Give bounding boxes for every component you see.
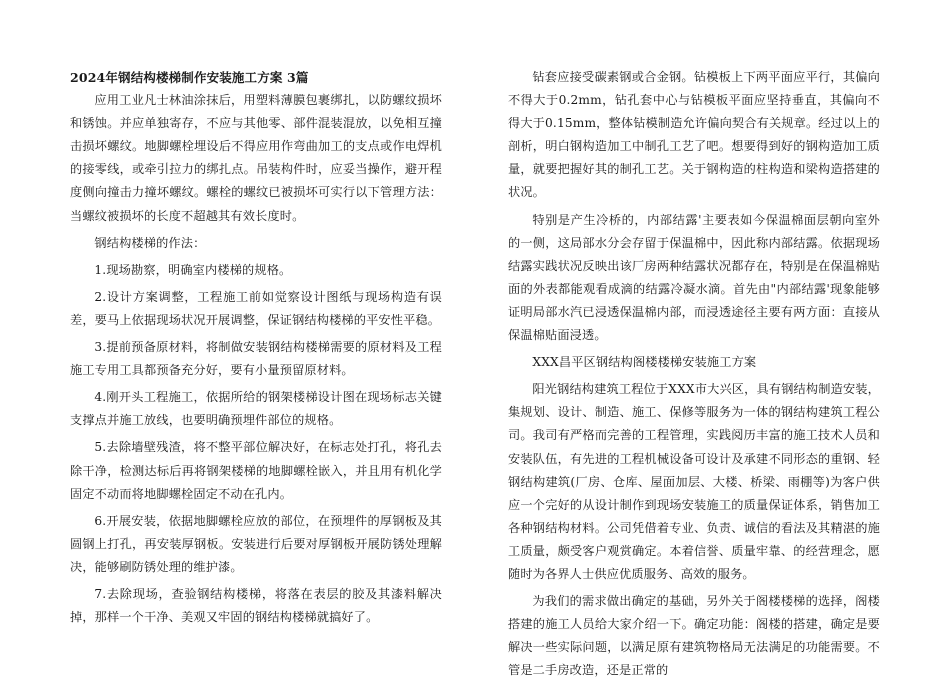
left-column (70, 66, 442, 633)
paragraph: 应用工业凡士林油涂抹后，用塑料薄膜包裹绑扎，以防螺纹损坏和锈蚀。并应单独寄存，不应与其他零、部件混装混放，以免相互撞击损坏螺纹。地脚螺栓埋设后不得应用作弯曲加工的支点或作电焊机的接零线，或牵引拉力的绑扎点。吊装构件时，应妥当操作，避开程度侧向撞击力撞坏螺纹。螺栓的螺纹已被损坏可实行以下管理方法：当螺纹被损坏的长度不超越其有效长度时。 (70, 93, 442, 223)
paragraph: 钻套应接受碳素钢或合金钢。钻模板上下两平面应平行，其偏向不得大于0.2mm，钻孔套中心与钻模板平面应坚持垂直，其偏向不得大于0.15mm，整体钻模制造允许偏向契合有关规章。经过以上的剖析，明白钢构造加工中制孔工艺了吧。想要得到好的钢构造加工质量，就要把握好其的制孔工艺。关于钢构造的柱构造和梁构造搭建的状况。 (508, 70, 880, 200)
section-heading: XXX昌平区钢结构阁楼楼梯安装施工方案 (532, 355, 757, 370)
paragraph: 3.提前预备原材料，将制做安装钢结构楼梯需要的原材料及工程施工专用工具都预备充分好，要有小量预留原材料。 (70, 340, 442, 378)
paragraph: 6.开展安装，依据地脚螺栓应放的部位，在预埋件的厚钢板及其圆钢上打孔，再安装厚钢板。安装进行后要对厚钢板开展防锈处理解决，能够刷防锈处理的维护漆。 (70, 513, 442, 574)
paragraph: 4.刚开头工程施工，依据所给的钢架楼梯设计图在现场标志关键支撑点并施工放线，也要明确预埋件部位的规格。 (70, 390, 442, 428)
paragraph: 特别是产生冷桥的，内部结露'主要表如今保温棉面层朝向室外的一侧，这局部水分会存留于保温棉中，因此称内部结露。依据现场结露实践状况反映出该厂房两种结露状况都存在，特别是在保温棉贴面的外表都能观看成滴的结露冷凝水滴。首先由"内部结露'现象能够证明局部水汽已浸透保温棉内部，而浸透途径主要有两方面：直接从保温棉贴面浸透。 (508, 212, 880, 343)
paragraph: 7.去除现场，查验钢结构楼梯，将落在表层的胶及其漆料解决掉，那样一个干净、美观又牢固的钢结构楼梯就搞好了。 (70, 586, 442, 625)
right-column (508, 66, 880, 686)
paragraph: 1.现场勘察，明确室内楼梯的规格。 (94, 262, 292, 277)
paragraph: 阳光钢结构建筑工程位于XXX市大兴区，具有钢结构制造安装，集规划、设计、制造、施工、保修等服务为一体的钢结构建筑工程公司。我司有严格而完善的工程管理，实践阅历丰富的施工技术人员和安装队伍，有先进的工程机械设备可设计及承建不同形态的重钢、轻钢结构建筑(厂房、仓库、屋面加层、大楼、桥梁、雨棚等)为客户供应一个完好的从设计制作到现场安装施工的质量保证体系，销售加工各种钢结构材料。公司凭借着专业、负责、诚信的看法及其精湛的施工质量，颇受客户观赏确定。本着信誉、质量牢靠、的经营理念，愿随时为各界人士供应优质服务、高效的服务。 (508, 382, 880, 581)
paragraph: 为我们的需求做出确定的基础，另外关于阁楼楼梯的选择，阁楼搭建的施工人员给大家介绍一下。确定功能：阁楼的搭建，确定是要解决一些实际问题，以满足原有建筑物格局无法满足的功能需要。不管是二手房改造，还是正常的 (508, 594, 880, 678)
paragraph: 钢结构楼梯的作法： (94, 235, 206, 250)
document-title: 2024年钢结构楼梯制作安装施工方案 3篇 (70, 70, 309, 85)
paragraph: 2.设计方案调整，工程施工前如觉察设计图纸与现场构造有误差，要马上依据现场状况开展调整，保证钢结构楼梯的平安性平稳。 (70, 289, 442, 327)
paragraph: 5.去除墙壁残渣，将不整平部位解决好，在标志处打孔，将孔去除干净，检测达标后再将钢架楼梯的地脚螺栓嵌入，并且用有机化学固定不动而将地脚螺栓固定不动在孔内。 (70, 440, 442, 501)
